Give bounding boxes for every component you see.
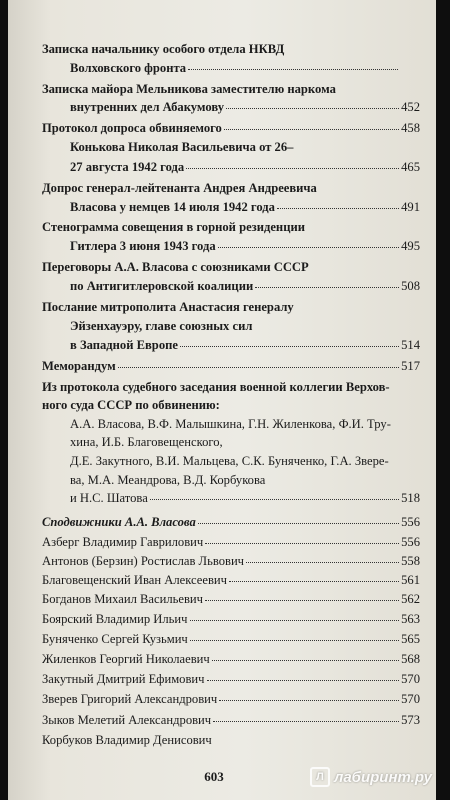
dot-leader xyxy=(226,108,399,109)
toc-entry-line xyxy=(42,359,420,374)
toc-entry-line xyxy=(42,82,402,97)
toc-entry-title: Конькова Николая Васильевича от 26– xyxy=(70,140,294,154)
toc-entry-title: Азберг Владимир Гаврилович xyxy=(42,535,204,549)
watermark xyxy=(310,767,432,787)
dot-leader xyxy=(219,700,399,701)
toc-entry-line xyxy=(42,398,402,413)
toc-entry-title: и Н.С. Шатова xyxy=(70,491,148,505)
toc-entry-title: ного суда СССР по обвинению: xyxy=(42,398,220,412)
toc-entry-line xyxy=(70,473,400,488)
toc-entry-page: 568 xyxy=(401,652,420,666)
toc-entry-title: Зыков Мелетий Александрович xyxy=(42,713,212,727)
toc-entry-line xyxy=(42,380,422,395)
toc-entry-page: 562 xyxy=(401,592,420,606)
toc-entry-page: 558 xyxy=(401,554,420,568)
toc-entry-page: 518 xyxy=(401,491,420,505)
toc-entry-line xyxy=(42,672,420,687)
dot-leader xyxy=(277,208,399,209)
toc-entry-title: Буняченко Сергей Кузьмич xyxy=(42,632,188,646)
toc-entry-line xyxy=(70,417,420,432)
toc-entry-page: 465 xyxy=(401,160,420,174)
toc-entry-title: ва, М.А. Меандрова, В.Д. Корбукова xyxy=(70,473,266,487)
toc-entry-page: 517 xyxy=(401,359,420,373)
toc-entry-title: А.А. Власова, В.Ф. Малышкина, Г.Н. Жиленкова, Ф.И. Тру- xyxy=(70,417,391,431)
toc-entry-title: Допрос генерал-лейтенанта Андрея Андреевича xyxy=(42,181,317,195)
table-of-contents xyxy=(8,0,436,800)
toc-entry-line xyxy=(70,338,420,353)
toc-entry-line xyxy=(42,181,402,196)
toc-entry-line xyxy=(70,200,420,215)
dot-leader xyxy=(212,660,399,661)
toc-entry-line xyxy=(70,319,400,334)
dot-leader xyxy=(186,168,399,169)
toc-entry-line xyxy=(42,42,402,57)
dot-leader xyxy=(255,287,399,288)
toc-entry-line xyxy=(42,652,420,667)
toc-entry-page: 561 xyxy=(401,573,420,587)
dot-leader xyxy=(150,499,399,500)
dot-leader xyxy=(118,367,399,368)
dot-leader xyxy=(198,523,399,524)
toc-entry-title: внутренних дел Абакумову xyxy=(70,100,224,114)
toc-entry-title: Записка начальнику особого отдела НКВД xyxy=(42,42,285,56)
dot-leader xyxy=(224,129,399,130)
toc-entry-line xyxy=(42,733,372,748)
toc-entry-page: 565 xyxy=(401,632,420,646)
toc-entry-page: 570 xyxy=(401,672,420,686)
dot-leader xyxy=(180,346,399,347)
toc-entry-line xyxy=(42,554,420,569)
toc-entry-line xyxy=(42,632,420,647)
toc-entry-line xyxy=(70,279,420,294)
toc-entry-line xyxy=(70,454,420,469)
dot-leader xyxy=(190,620,400,621)
toc-entry-title: Жиленков Георгий Николаевич xyxy=(42,652,210,666)
toc-entry-page: 508 xyxy=(401,279,420,293)
dot-leader xyxy=(190,640,399,641)
toc-entry-page: 556 xyxy=(401,515,420,529)
toc-entry-line xyxy=(70,100,420,115)
toc-entry-line xyxy=(42,260,402,275)
toc-entry-title: Записка майора Мельникова заместителю наркома xyxy=(42,82,336,96)
toc-entry-line xyxy=(70,491,420,506)
book-page xyxy=(8,0,436,800)
dot-leader xyxy=(218,247,399,248)
toc-entry-title: по Антигитлеровской коалиции xyxy=(70,279,254,293)
toc-entry-title: хина, И.Б. Благовещенского, xyxy=(70,435,223,449)
dot-leader xyxy=(213,721,399,722)
toc-entry-line xyxy=(70,160,420,175)
toc-entry-title: Переговоры А.А. Власова с союзниками СССР xyxy=(42,260,309,274)
toc-entry-line xyxy=(42,612,420,627)
toc-entry-title: Сподвижники А.А. Власова xyxy=(42,515,196,529)
toc-entry-line xyxy=(42,515,420,530)
toc-entry-line xyxy=(42,592,420,607)
toc-entry-title: Зверев Григорий Александрович xyxy=(42,692,218,706)
toc-entry-title: 27 августа 1942 года xyxy=(70,160,185,174)
toc-entry-line xyxy=(42,692,420,707)
toc-entry-title: Стенограмма совещения в горной резиденции xyxy=(42,220,305,234)
toc-entry-title: Власова у немцев 14 июля 1942 года xyxy=(70,200,275,214)
toc-entry-line xyxy=(42,573,420,588)
toc-entry-line xyxy=(42,713,420,728)
dot-leader xyxy=(205,543,399,544)
toc-entry-page: 563 xyxy=(401,612,420,626)
toc-entry-title: Волховского фронта xyxy=(70,61,187,75)
toc-entry-title: Антонов (Берзин) Ростислав Львович xyxy=(42,554,245,568)
toc-entry-page: 458 xyxy=(401,121,420,135)
toc-entry-title: в Западной Европе xyxy=(70,338,178,352)
toc-entry-title: Закутный Дмитрий Ефимович xyxy=(42,672,205,686)
toc-entry-title: Протокол допроса обвиняемого xyxy=(42,121,222,135)
page-number: 603 xyxy=(204,769,224,784)
toc-entry-line xyxy=(42,535,420,550)
toc-entry-page: 556 xyxy=(401,535,420,549)
toc-entry-title: Гитлера 3 июня 1943 года xyxy=(70,239,216,253)
toc-entry-title: Д.Е. Закутного, В.И. Мальцева, С.К. Буняченко, Г.А. Зверe- xyxy=(70,454,389,468)
toc-entry-line xyxy=(70,239,420,254)
toc-entry-line xyxy=(42,121,420,136)
dot-leader xyxy=(188,69,398,70)
toc-entry-page: 491 xyxy=(401,200,420,214)
toc-entry-title: Богданов Михаил Васильевич xyxy=(42,592,203,606)
toc-entry-line xyxy=(70,61,400,76)
toc-entry-title: Меморандум xyxy=(42,359,116,373)
toc-entry-page: 570 xyxy=(401,692,420,706)
dot-leader xyxy=(229,581,399,582)
toc-entry-title: Благовещенский Иван Алексеевич xyxy=(42,573,227,587)
dot-leader xyxy=(205,600,399,601)
toc-entry-page: 495 xyxy=(401,239,420,253)
dot-leader xyxy=(207,680,400,681)
toc-entry-title: Из протокола судебного заседания военной коллегии Верхов- xyxy=(42,380,390,394)
toc-entry-title: Эйзенхауэру, главе союзных сил xyxy=(70,319,253,333)
toc-entry-line xyxy=(42,300,402,315)
toc-entry-page: 573 xyxy=(401,713,420,727)
watermark-text: лабиринт.ру xyxy=(334,768,432,786)
dot-leader xyxy=(246,562,399,563)
toc-entry-title: Послание митрополита Анастасия генералу xyxy=(42,300,294,314)
toc-entry-title: Корбуков Владимир Денисович xyxy=(42,733,212,747)
toc-entry-line xyxy=(42,220,402,235)
labirint-logo-icon: Л xyxy=(310,767,330,787)
toc-entry-line xyxy=(70,140,400,155)
toc-entry-page: 514 xyxy=(401,338,420,352)
toc-entry-line xyxy=(70,435,400,450)
toc-entry-page: 452 xyxy=(401,100,420,114)
toc-entry-title: Боярский Владимир Ильич xyxy=(42,612,188,626)
